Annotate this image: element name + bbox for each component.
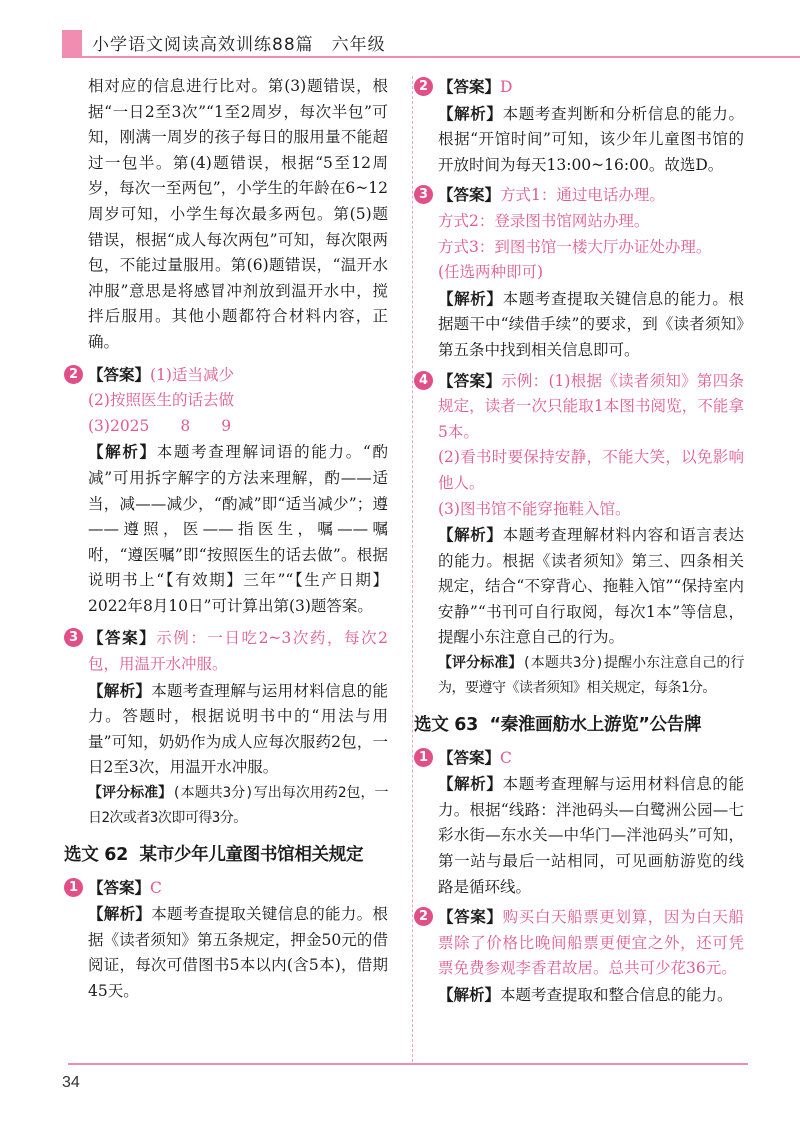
analysis-label: 【解析】 bbox=[438, 985, 501, 1004]
answer-label: 【答案】 bbox=[438, 77, 501, 96]
answer-text: D bbox=[500, 78, 513, 96]
answer-line: (2)看书时要保持安静，不能大笑，以免影响他人。 bbox=[438, 448, 744, 492]
analysis-text: 本题考查理解词语的能力。“酌减”可用拆字解字的方法来理解，酌——适当，减——减少，“酌减”即“适当减少”；遵——遵照，医——指医生，嘱——嘱咐，“遵医嘱”即“按照医生的话去做”。根据说明书上“【有效期】三年”“【生产日期】2022年8月10日”可计算出第(3)题答案。 bbox=[88, 443, 388, 615]
analysis-label: 【解析】 bbox=[438, 774, 503, 794]
answer-text: C bbox=[150, 878, 162, 897]
question-number-badge: 3 bbox=[64, 628, 83, 647]
analysis-text: 本题考查提取和整合信息的能力。 bbox=[500, 986, 733, 1004]
score-label: 【评分标准】 bbox=[438, 655, 523, 672]
question-number-badge: 2 bbox=[414, 77, 433, 96]
answer-line: (2)按照医生的话去做 bbox=[88, 391, 234, 410]
page-header bbox=[0, 0, 800, 64]
analysis-text: 本题考查提取关键信息的能力。根据《读者须知》第五条规定，押金50元的借阅证，每次可借图书5本以内(含5本)，借期45天。 bbox=[88, 905, 388, 1000]
answer-line: 方式2：登录图书馆网站办理。 bbox=[438, 211, 650, 230]
header-rule bbox=[82, 56, 800, 58]
answer-line: (3)2025 8 9 bbox=[88, 416, 232, 435]
analysis-text: 本题考查理解与运用材料信息的能力。答题时，根据说明书中的“用法与用量”可知，奶奶作为成人应每次服药2包，一日2至3次，用温开水冲服。 bbox=[88, 681, 388, 777]
footer-rule bbox=[68, 1063, 748, 1065]
score-text: (本题共3分)写出每次用药2包，一日2次或者3次即可得3分。 bbox=[88, 785, 389, 827]
analysis-label: 【解析】 bbox=[438, 288, 503, 308]
answer-line: (1)适当减少 bbox=[150, 365, 234, 384]
s62-question-1 bbox=[68, 875, 388, 1005]
score-text: (本题共3分)提醒小东注意自己的行为，要遵守《读者须知》相关规定，每条1分。 bbox=[438, 655, 744, 697]
s62-question-3 bbox=[418, 182, 744, 363]
question-number-badge: 1 bbox=[64, 878, 83, 897]
answer-label: 【答案】 bbox=[438, 907, 503, 927]
section-title: “秦淮画舫水上游览”公告牌 bbox=[489, 715, 702, 736]
section-heading-62 bbox=[64, 843, 388, 869]
question-number-badge: 2 bbox=[64, 365, 83, 384]
question-2 bbox=[68, 362, 388, 620]
section-label: 选文 62 bbox=[64, 845, 128, 866]
s63-question-2 bbox=[418, 904, 744, 1008]
intro-paragraph: 相对应的信息进行比对。第(3)题错误，根据“一日2至3次”“1至2周岁，每次半包”可知，刚满一周岁的孩子每日的服用量不能超过一包半。第(4)题错误，根据“5至12周岁，每次一至两包”，小学生的年龄在6~12周岁可知，小学生每次最多两包。第(5)题错误，根据“成人每次两包”可知，每次限两包，不能过量服用。第(6)题错误，“温开水冲服”意思是将感冒冲剂放到温开水中，搅拌后服用。其他小题都符合材料内容，正确。 bbox=[88, 77, 388, 351]
answer-label: 【答案】 bbox=[438, 747, 501, 767]
analysis-text: 本题考查理解材料内容和语言表达的能力。根据《读者须知》第三、四条相关规定，结合“不穿背心、拖鞋入馆”“保持室内安静”“书刊可自行取阅，每次1本”等信息，提醒小东注意自己的行为。 bbox=[438, 526, 744, 647]
question-number-badge: 2 bbox=[414, 907, 433, 926]
answer-label: 【答案】 bbox=[438, 370, 502, 390]
answer-line: 方式3：到图书馆一楼大厅办证处办理。 bbox=[438, 237, 712, 256]
page-number: 34 bbox=[62, 1074, 80, 1091]
analysis-label: 【解析】 bbox=[88, 904, 152, 924]
answer-label: 【答案】 bbox=[438, 185, 501, 205]
answer-text: 购买白天船票更划算，因为白天船票除了价格比晚间船票更便宜之外，还可凭票免费参观李香君故居。总共可少花36元。 bbox=[438, 908, 744, 978]
answer-label: 【答案】 bbox=[88, 877, 151, 897]
question-number-badge: 4 bbox=[414, 371, 433, 390]
analysis-text: 本题考查提取关键信息的能力。根据题干中“续借手续”的要求，到《读者须知》第五条中找到相关信息即可。 bbox=[438, 289, 744, 359]
answer-label: 【答案】 bbox=[88, 628, 157, 648]
section-title: 某市少年儿童图书馆相关规定 bbox=[139, 845, 364, 866]
answer-line: (任选两种即可) bbox=[438, 263, 544, 282]
analysis-label: 【解析】 bbox=[438, 103, 503, 123]
analysis-label: 【解析】 bbox=[88, 442, 157, 462]
answer-line: 示例：(1)根据《读者须知》第四条规定，读者一次只能取1本图书阅览，不能拿5本。 bbox=[438, 371, 744, 441]
question-3 bbox=[68, 625, 389, 831]
analysis-label: 【解析】 bbox=[88, 680, 152, 700]
section-heading-63 bbox=[414, 713, 744, 739]
left-column bbox=[64, 74, 389, 1005]
answer-line: 方式1：通过电话办理。 bbox=[500, 186, 665, 205]
s63-question-1 bbox=[418, 745, 744, 901]
answer-text: 示例：一日吃2~3次药，每次2包，用温开水冲服。 bbox=[88, 629, 388, 674]
analysis-label: 【解析】 bbox=[438, 525, 503, 545]
answer-line: (3)图书馆不能穿拖鞋入馆。 bbox=[438, 499, 631, 518]
s62-question-4 bbox=[418, 368, 744, 702]
question-number-badge: 3 bbox=[414, 185, 433, 204]
question-number-badge: 1 bbox=[414, 748, 433, 767]
section-label: 选文 63 bbox=[414, 715, 478, 736]
right-column bbox=[414, 74, 744, 1009]
book-title: 小学语文阅读高效训练88篇 六年级 bbox=[92, 35, 386, 55]
s62-question-2 bbox=[418, 74, 744, 178]
score-label: 【评分标准】 bbox=[88, 785, 173, 802]
column-divider bbox=[412, 76, 413, 1062]
analysis-text: 本题考查理解与运用材料信息的能力。根据“线路：泮池码头—白鹭洲公园—七彩水街—东水关—中华门—泮池码头”可知，第一站与最后一站相同，可见画舫游览的线路是循环线。 bbox=[438, 775, 744, 896]
analysis-text: 本题考查判断和分析信息的能力。根据“开馆时间”可知，该少年儿童图书馆的开放时间为每天13:00~16:00。故选D。 bbox=[438, 104, 744, 174]
header-accent-block bbox=[62, 30, 82, 58]
answer-text: C bbox=[500, 748, 512, 767]
answer-label: 【答案】 bbox=[88, 364, 151, 384]
